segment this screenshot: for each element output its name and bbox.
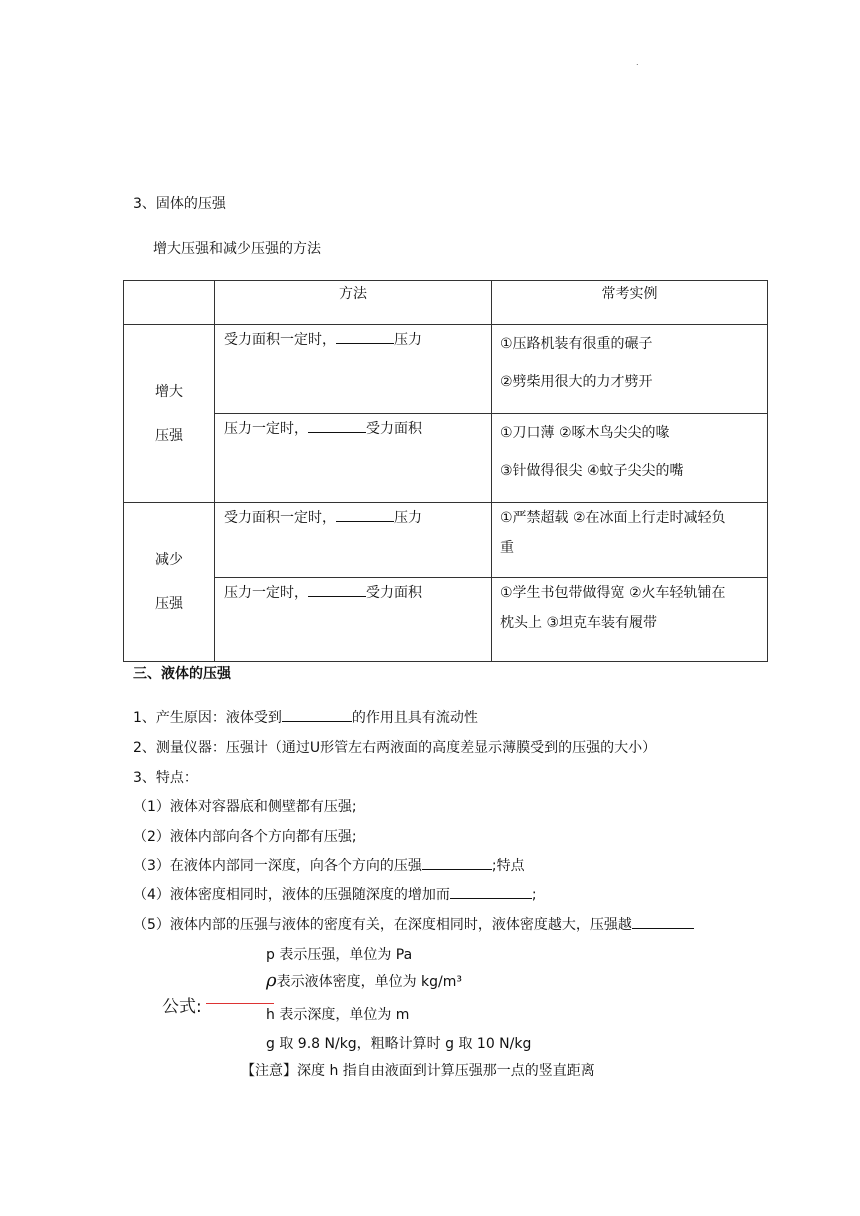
- feature-text: ;: [531, 887, 537, 903]
- formula-p-line: p 表示压强，单位为 Pa: [266, 947, 413, 963]
- example-cell: [492, 578, 768, 662]
- method-text: 压力一定时，: [224, 585, 308, 601]
- feature-text: ;特点: [491, 858, 525, 874]
- method-cell: [215, 578, 492, 662]
- example-line: ①严禁超载 ②在冰面上行走时减轻负: [500, 510, 726, 526]
- category-label: 增大: [155, 383, 183, 400]
- method-text: 受力面积一定时，: [224, 510, 336, 526]
- answer-blank: [422, 855, 492, 870]
- table-row: [124, 325, 768, 414]
- category-increase: [124, 325, 215, 503]
- cause-text: 1、产生原因：液体受到: [133, 710, 282, 726]
- header-cell-blank: [124, 281, 215, 325]
- liquid-heading: 三、液体的压强: [133, 666, 231, 682]
- category-label: 减少: [155, 552, 183, 568]
- features-title: 3、特点：: [133, 770, 198, 786]
- answer-blank: [308, 418, 366, 433]
- formula-h-line: h 表示深度，单位为 m: [266, 1007, 410, 1023]
- answer-blank: [632, 914, 694, 929]
- answer-blank: [450, 884, 532, 899]
- feature-text: （3）在液体内部同一深度，向各个方向的压强: [133, 858, 422, 874]
- formula-g-line: g 取 9.8 N/kg，粗略计算时 g 取 10 N/kg: [266, 1036, 532, 1052]
- method-text: 受力面积: [366, 585, 422, 601]
- feature-2: （2）液体内部向各个方向都有压强;: [133, 829, 357, 845]
- cause-text: 的作用且具有流动性: [351, 710, 478, 726]
- example-line: ①刀口薄 ②啄木鸟尖尖的喙: [500, 425, 670, 441]
- method-text: 压力一定时，: [224, 421, 308, 437]
- method-text: 受力面积一定时，: [224, 332, 336, 348]
- feature-5: [133, 914, 694, 934]
- method-text: 受力面积: [366, 421, 422, 437]
- section-title: 3、固体的压强: [133, 196, 226, 212]
- example-line: 枕头上 ③坦克车装有履带: [500, 615, 658, 631]
- method-text: 压力: [394, 510, 422, 526]
- answer-blank: [336, 329, 394, 344]
- method-cell: [215, 503, 492, 578]
- liquid-cause: [133, 707, 478, 727]
- header-cell-method: 方法: [215, 281, 492, 325]
- table-row: [124, 414, 768, 503]
- method-text: 压力: [394, 332, 422, 348]
- formula-label: 公式:: [162, 997, 202, 1017]
- answer-blank: [282, 707, 352, 722]
- formula-blank-line: [206, 1003, 274, 1004]
- example-cell: [492, 325, 768, 414]
- method-cell: [215, 325, 492, 414]
- liquid-instrument: 2、测量仪器：压强计（通过U形管左右两液面的高度差显示薄膜受到的压强的大小）: [133, 740, 657, 756]
- method-cell: [215, 414, 492, 503]
- pressure-methods-table: [123, 280, 768, 662]
- rho-text: 表示液体密度，单位为 kg/m³: [276, 974, 463, 990]
- example-cell: [492, 414, 768, 503]
- example-line: ②劈柴用很大的力才劈开: [500, 374, 653, 390]
- table-row: [124, 503, 768, 578]
- example-line: ①学生书包带做得宽 ②火车轻轨铺在: [500, 585, 726, 601]
- formula-note: 【注意】深度 h 指自由液面到计算压强那一点的竖直距离: [241, 1063, 595, 1079]
- answer-blank: [308, 582, 366, 597]
- example-cell: [492, 503, 768, 578]
- rho-symbol: ρ: [266, 970, 277, 991]
- example-line: 重: [500, 540, 514, 556]
- header-cell-examples: 常考实例: [492, 281, 768, 325]
- formula-rho-line: [266, 970, 462, 991]
- section-subtitle: 增大压强和减少压强的方法: [153, 241, 321, 257]
- table-header-row: [124, 281, 768, 325]
- header-dot: .: [636, 58, 639, 67]
- example-line: ①压路机装有很重的碾子: [500, 336, 653, 352]
- feature-text: （4）液体密度相同时，液体的压强随深度的增加而: [133, 887, 450, 903]
- answer-blank: [336, 507, 394, 522]
- category-label: 压强: [155, 596, 183, 612]
- feature-3: [133, 855, 525, 875]
- feature-1: （1）液体对容器底和侧壁都有压强;: [133, 799, 357, 815]
- category-decrease: [124, 503, 215, 662]
- category-label: 压强: [155, 427, 183, 444]
- feature-4: [133, 884, 537, 904]
- table-row: [124, 578, 768, 662]
- example-line: ③针做得很尖 ④蚊子尖尖的嘴: [500, 463, 684, 479]
- feature-text: （5）液体内部的压强与液体的密度有关，在深度相同时，液体密度越大，压强越: [133, 917, 632, 933]
